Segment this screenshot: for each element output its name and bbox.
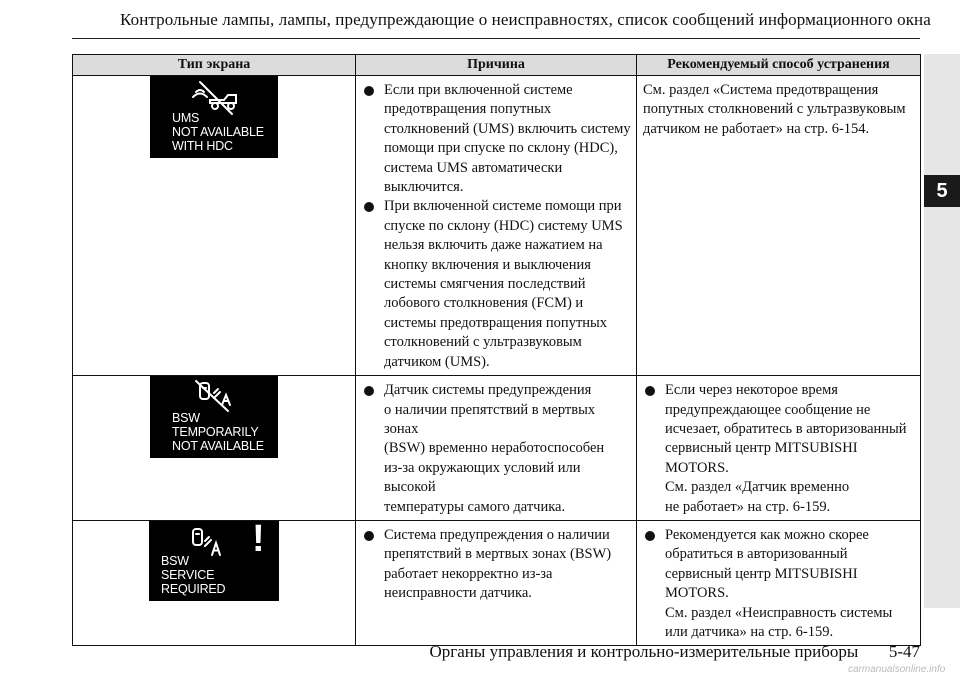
page-header-title: Контрольные лампы, лампы, предупреждающие о неисправностях, список сообщений информационного окна [120, 10, 931, 29]
remedy-bullet [643, 381, 916, 517]
cause-bullet [362, 197, 632, 372]
table-header-row [73, 55, 921, 76]
table-row [73, 376, 921, 521]
chapter-side-tab [924, 54, 960, 608]
bsw-off-icon [190, 379, 240, 413]
remedy-text: См. раздел «Система предотвращения попутных столкновений с ультразвуковым датчиком не работает» на стр. 6-154. [643, 82, 906, 137]
cause-text: Датчик системы предупреждения о наличии препятствий в мертвых зонах (BSW) временно неработоспособен из-за окружающих условий или высокой температуры самого датчика. [384, 382, 605, 515]
cause-cell [356, 520, 637, 645]
cause-bullet [362, 526, 632, 604]
remedy-cell [637, 520, 921, 645]
cause-text: При включенной системе помощи при спуске по склону (HDC) систему UMS нельзя включить даже нажатием на кнопку включения и выключения системы смягчения последствий лобового столкновения (FCM) и системы предотвращения попутных столкновений с ультразвуковым датчиком (UMS). [384, 198, 623, 370]
screen-message-ums: UMS NOT AVAILABLE WITH HDC [172, 111, 264, 153]
column-header-screen-type: Тип экрана [73, 55, 356, 76]
exclamation-warning-icon: ! [252, 517, 265, 560]
messages-table [72, 54, 921, 646]
screen-cell [73, 76, 356, 376]
page-footer [380, 642, 920, 662]
header-rule [72, 38, 920, 39]
cause-bullet [362, 381, 632, 517]
remedy-bullet [643, 526, 916, 642]
cause-cell [356, 376, 637, 521]
display-screen-bsw-temporary [150, 376, 278, 458]
cause-text: Система предупреждения о наличии препятствий в мертвых зонах (BSW) работает некорректно из-за неисправности датчика. [384, 526, 612, 602]
remedy-text: Рекомендуется как можно скорее обратиться в авторизованный сервисный центр MITSUBISHI MOTORS. См. раздел «Неисправность системы или датчика» на стр. 6-159. [665, 526, 893, 640]
cause-text: Если при включенной системе предотвращения попутных столкновений (UMS) включить систему помощи при спуске по склону (HDC), система UMS автоматически выключится. [384, 82, 631, 196]
screen-cell [73, 376, 356, 521]
table-row [73, 76, 921, 376]
display-screen-bsw-service [149, 517, 279, 601]
chapter-number-badge: 5 [924, 175, 960, 207]
cause-bullet [362, 81, 632, 197]
column-header-remedy: Рекомендуемый способ устранения [637, 55, 921, 76]
column-header-cause: Причина [356, 55, 637, 76]
watermark-text: carmanualsonline.info [848, 664, 946, 675]
display-screen-ums [150, 76, 278, 158]
remedy-cell [637, 76, 921, 376]
page-number: 5-47 [888, 642, 920, 661]
screen-cell [73, 517, 356, 645]
table-row [73, 520, 921, 645]
footer-section-title: Органы управления и контрольно-измерительные приборы [429, 642, 859, 661]
remedy-cell [637, 376, 921, 521]
screen-message-bsw-service: BSW SERVICE REQUIRED [161, 553, 226, 596]
cause-cell [356, 76, 637, 376]
screen-message-bsw-temporary: BSW TEMPORARILY NOT AVAILABLE [172, 411, 264, 454]
remedy-text: Если через некоторое время предупреждающее сообщение не исчезает, обратитесь в авторизованный сервисный центр MITSUBISHI MOTORS. См. раздел «Датчик временно не работает» на стр. 6-159. [665, 382, 907, 515]
